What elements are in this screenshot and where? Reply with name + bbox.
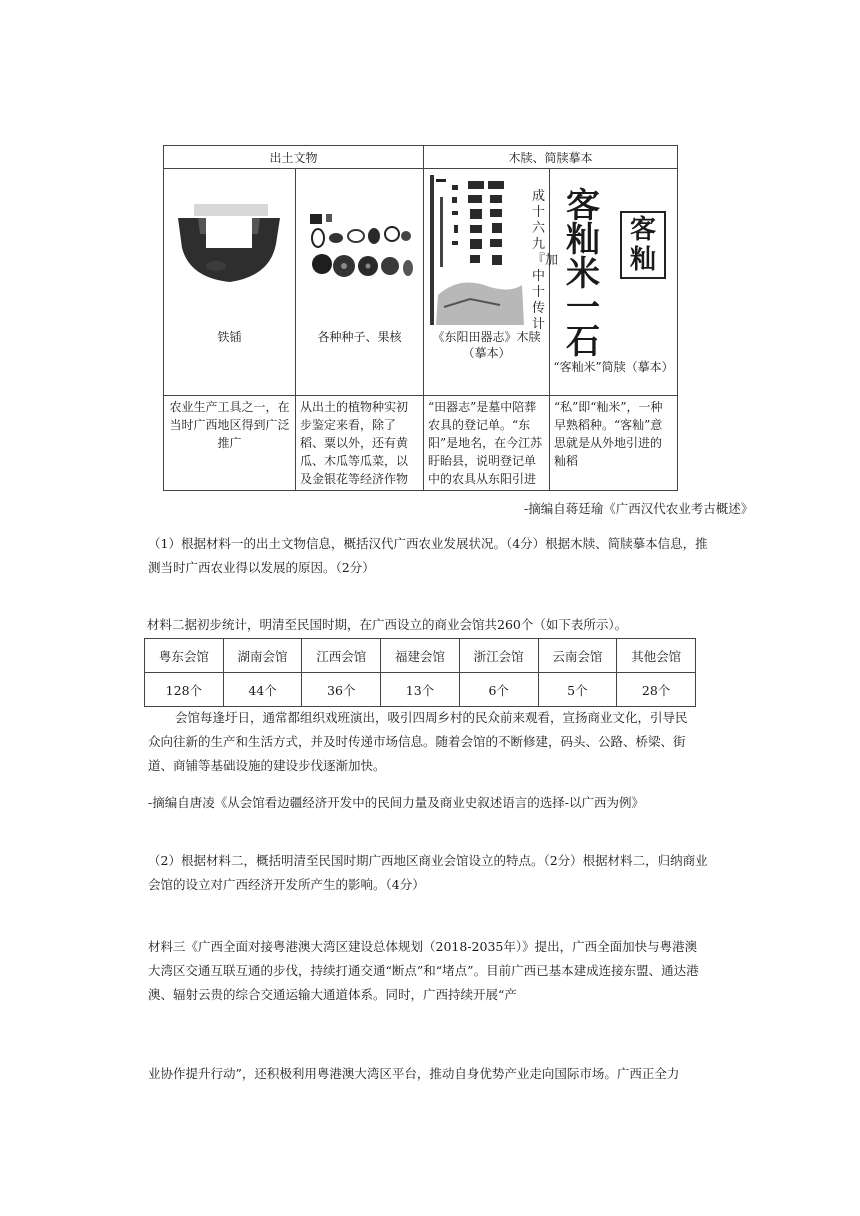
guild-count: 36个 (302, 673, 381, 707)
slip-side-text: 成十六九『加中十传计 (532, 189, 559, 332)
guild-name: 其他会馆 (617, 639, 696, 673)
wooden-slip-image (430, 175, 528, 325)
header-excavated-artifacts: 出土文物 (164, 146, 424, 169)
desc-bamboo-slip: “私”即“籼米”，一种早熟稻种。“客籼”意思就是从外地引进的籼稻 (550, 396, 678, 491)
guild-name: 江西会馆 (302, 639, 381, 673)
guild-count: 6个 (459, 673, 538, 707)
caption-bamboo-slip: “客籼米”简牍（摹本） (553, 360, 674, 374)
guild-name: 湖南会馆 (223, 639, 302, 673)
guild-name: 福建会馆 (381, 639, 460, 673)
iron-spade-image (176, 204, 282, 284)
material-2-intro: 材料二据初步统计，明清至民国时期，在广西设立的商业会馆共260个（如下表所示）。 (147, 617, 628, 632)
source-citation-1: -摘编自蒋廷瑜《广西汉代农业考古概述》 (524, 501, 754, 516)
caption-wooden-slip: 《东阳田器志》木牍（摹本） (432, 330, 541, 360)
caption-iron-spade: 铁锸 (217, 330, 242, 344)
question-1: （1）根据材料一的出土文物信息，概括汉代广西农业发展状况。（4分）根据木牍、简牍摹本信息，推测当时广西农业得以发展的原因。（2分） (148, 536, 708, 575)
desc-wooden-slip: “田器志”是墓中陪葬农具的登记单。“东阳”是地名，在今江苏盱眙县，说明登记单中的农具从东阳引进 (424, 396, 550, 491)
header-wooden-slips: 木牍、简牍摹本 (424, 146, 678, 169)
guild-count: 13个 (381, 673, 460, 707)
guild-name: 粤东会馆 (145, 639, 224, 673)
artifact-cell-seeds (296, 169, 424, 396)
guild-count: 44个 (223, 673, 302, 707)
artifact-cell-bamboo-slip (550, 169, 678, 396)
guild-count: 5个 (538, 673, 617, 707)
caption-seeds: 各种种子、果核 (317, 330, 402, 344)
guild-name: 浙江会馆 (459, 639, 538, 673)
guild-count-row (145, 673, 696, 707)
desc-seeds: 从出土的植物种实初步鉴定来看，除了稻、粟以外，还有黄瓜、木瓜等瓜菜，以及金银花等经济作物 (296, 396, 424, 491)
artifact-cell-wooden-slip (424, 169, 559, 396)
guild-count: 28个 (617, 673, 696, 707)
material-3-part1: 材料三《广西全面对接粤港澳大湾区建设总体规划（2018-2035年）》提出，广西全面加快与粤港澳大湾区交通互联互通的步伐，持续打通交通“断点”和“堵点”。目前广西已基本建成连接东盟、通达港澳、辐射云贵的综合交通运输大通道体系。同时，广西持续开展“产 (148, 939, 699, 1002)
guild-count: 128个 (145, 673, 224, 707)
artifact-cell-iron-spade (164, 169, 296, 396)
desc-iron-spade: 农业生产工具之一，在当时广西地区得到广泛推广 (164, 396, 296, 491)
source-citation-2: -摘编自唐凌《从会馆看边疆经济开发中的民间力量及商业史叙述语言的选择-以广西为例》 (148, 795, 644, 810)
guild-name-row (145, 639, 696, 673)
seeds-image (306, 214, 416, 284)
slip-large-text: 客籼米一石 (566, 186, 601, 362)
guild-table (144, 638, 696, 707)
slip-small-text: 客籼 (620, 211, 666, 279)
question-2: （2）根据材料二，概括明清至民国时期广西地区商业会馆设立的特点。（2分）根据材料二，归纳商业会馆的设立对广西经济开发所产生的影响。（4分） (148, 853, 708, 892)
material-2-paragraph: 会馆每逢圩日，通常都组织戏班演出，吸引四周乡村的民众前来观看，宣扬商业文化，引导民众向往新的生产和生活方式，并及时传递市场信息。随着会馆的不断修建，码头、公路、桥梁、街道、商铺等基础设施的建设步伐逐渐加快。 (148, 710, 688, 773)
artifact-table (163, 145, 678, 491)
guild-name: 云南会馆 (538, 639, 617, 673)
material-3-part2: 业协作提升行动”，还积极利用粤港澳大湾区平台，推动自身优势产业走向国际市场。广西正全力 (148, 1066, 680, 1081)
